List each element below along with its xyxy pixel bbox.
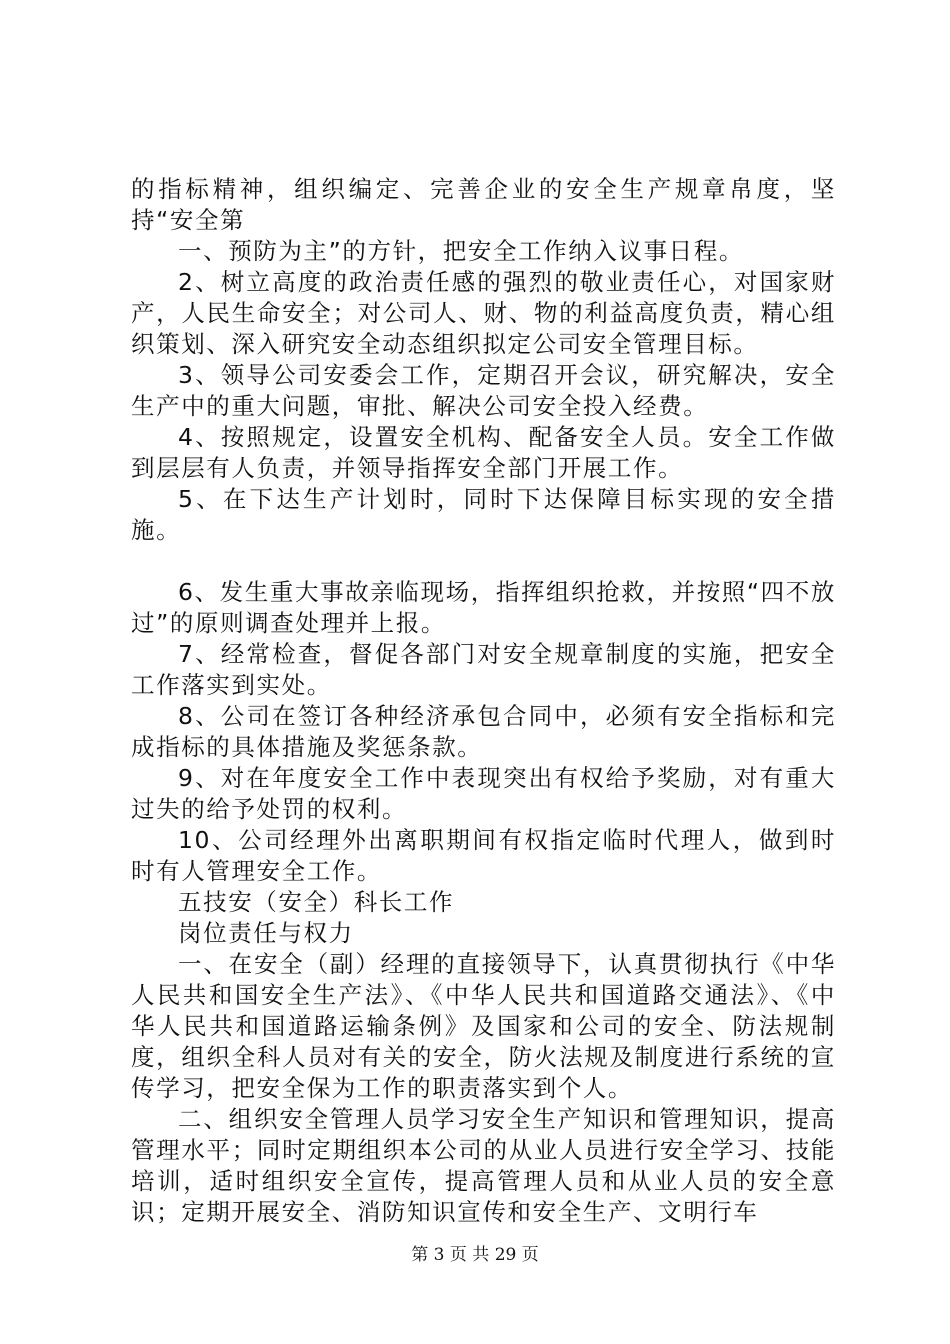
- paragraph-item-10: 10、公司经理外出离职期间有权指定临时代理人，做到时时有人管理安全工作。: [131, 826, 836, 885]
- section-heading: 五技安（安全）科长工作: [178, 888, 455, 916]
- page-footer: 第 3 页 共 29 页: [411, 1245, 539, 1265]
- paragraph-duty-2: 二、组织安全管理人员学习安全生产知识和管理知识，提高管理水平；同时定期组织本公司的从业人员进行安全学习、技能培训，适时组织安全宣传，提高管理人员和从业人员的安全意识；定期开展安全、消防知识宣传和安全生产、文明行车: [131, 1105, 836, 1226]
- paragraph-item-5: 5、在下达生产计划时，同时下达保障目标实现的安全措施。: [131, 485, 836, 544]
- paragraph-continuation: 的指标精神，组织编定、完善企业的安全生产规章帛度，坚持“安全第: [131, 175, 836, 234]
- section-subheading: 岗位责任与权力: [178, 919, 354, 947]
- paragraph-item-7: 7、经常检查，督促各部门对安全规章制度的实施，把安全工作落实到实处。: [131, 640, 836, 699]
- paragraph-item-6: 6、发生重大事故亲临现场，指挥组织抢救，并按照“四不放过”的原则调查处理并上报。: [131, 578, 836, 637]
- paragraph-item-1-continued: 一、预防为主”的方针，把安全工作纳入议事日程。: [178, 237, 744, 265]
- paragraph-item-3: 3、领导公司安委会工作，定期召开会议，研究解决，安全生产中的重大问题，审批、解决公司安全投入经费。: [131, 361, 836, 420]
- paragraph-duty-1: 一、在安全（副）经理的直接领导下，认真贯彻执行《中华人民共和国安全生产法》、《中华人民共和国道路交通法》、《中华人民共和国道路运输条例》及国家和公司的安全、防法规制度，组织全科人员对有关的安全，防火法规及制度进行系统的宣传学习，把安全保为工作的职责落实到个人。: [131, 950, 836, 1102]
- paragraph-item-2: 2、树立高度的政治责任感的强烈的敬业责任心，对国家财产，人民生命安全；对公司人、财、物的利益高度负责，精心组织策划、深入研究安全动态组织拟定公司安全管理目标。: [131, 268, 836, 358]
- paragraph-item-9: 9、对在年度安全工作中表现突出有权给予奖励，对有重大过失的给予处罚的权利。: [131, 764, 836, 823]
- paragraph-item-4: 4、按照规定，设置安全机构、配备安全人员。安全工作做到层层有人负责，并领导指挥安全部门开展工作。: [131, 423, 836, 482]
- document-body: [131, 174, 836, 1228]
- paragraph-item-8: 8、公司在签订各种经济承包合同中，必须有安全指标和完成指标的具体措施及奖惩条款。: [131, 702, 836, 761]
